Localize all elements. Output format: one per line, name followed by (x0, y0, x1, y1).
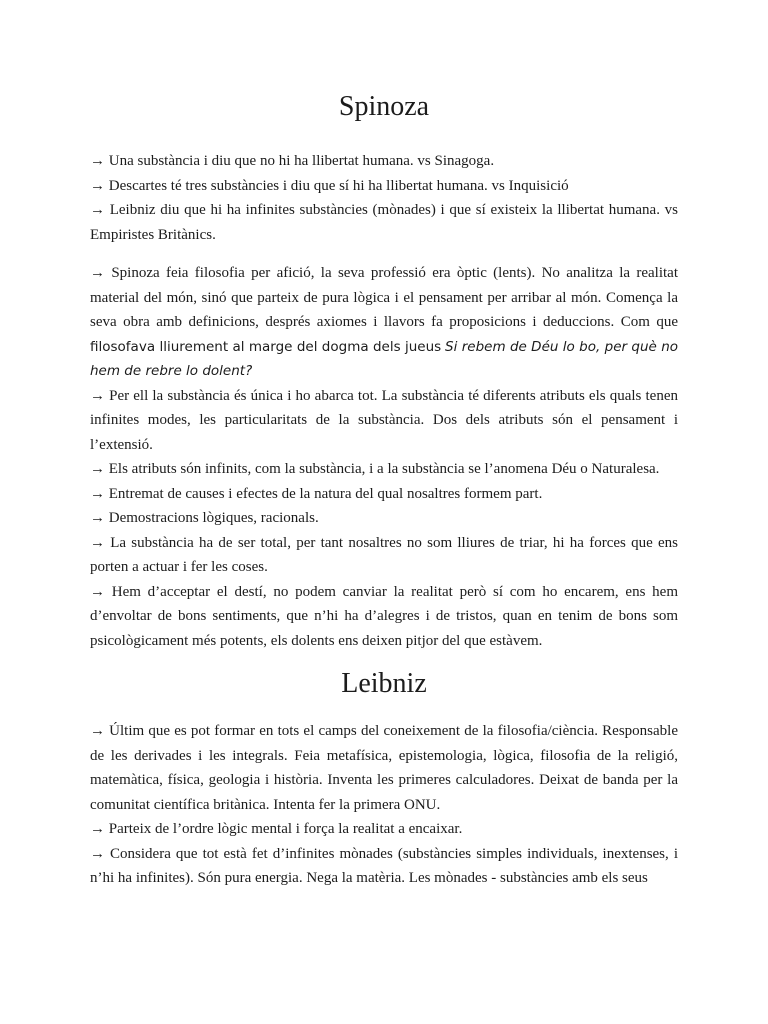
intro-line: → Leibniz diu que hi ha infinites substàncies (mònades) i que sí existeix la llibertat humana. vs Empiristes Britànics. (90, 202, 678, 243)
spinoza-intro (90, 149, 678, 247)
bullet-point: → La substància ha de ser total, per tant nosaltres no som lliures de triar, hi ha forces que ens porten a actuar i fer les coses. (90, 534, 678, 575)
leibniz-body (90, 719, 678, 891)
paragraph-text: → Spinoza feia filosofia per afició, la seva professió era òptic (lents). No analitza la realitat material del món, sinó que parteix de pura lògica i el pensament per arribar al món. Comença la seva obra amb definicions, després axiomes i llavors fa proposicions i deduccions. Com que (90, 265, 678, 330)
bullet-point: → Últim que es pot formar en tots el camps del coneixement de la filosofia/ciència. Responsable de les derivades i les integrals. Feia metafísica, epistemologia, lògica, filosofia de la religió, matemàtica, física, geologia i història. Inventa les primeres calculadores. Deixat de banda per la comunitat científica britànica. Intenta fer la primera ONU. (90, 723, 678, 813)
spinoza-body (90, 261, 678, 653)
spinoza-paragraph (90, 261, 678, 384)
quote-text: Si rebem de Déu lo bo, per què no hem de rebre lo dolent? (90, 338, 679, 379)
bullet-point: → Demostracions lògiques, racionals. (90, 510, 319, 526)
bullet-point: → Entremat de causes i efectes de la natura del qual nosaltres formem part. (90, 485, 543, 502)
intro-line: → Una substància i diu que no hi ha llibertat humana. vs Sinagoga. (90, 153, 495, 169)
bullet-point: → Parteix de l’ordre lògic mental i força la realitat a encaixar. (90, 821, 463, 837)
bullet-point: → Per ell la substància és única i ho abarca tot. La substància té diferents atributs els quals tenen infinites modes, les particularitats de la substància. Dos dels atributs són el pensament i l’extensió. (90, 387, 678, 453)
section-title-leibniz: Leibniz (341, 668, 427, 699)
bullet-point: → Considera que tot està fet d’infinites mònades (substàncies simples individuals, inextenses, i n’hi ha infinites). Són pura energia. Nega la matèria. Les mònades - substàncies amb els seus (90, 845, 678, 886)
bullet-point: → Hem d’acceptar el destí, no podem canviar la realitat però sí com ho encarem, ens hem d’envoltar de bons sentiments, que n’hi ha d’alegres i de tristos, quan en tenim de bons som psicològicament més potents, els dolents ens deixen pitjor del que estàvem. (90, 583, 678, 649)
section-title-spinoza: Spinoza (338, 91, 430, 122)
emphasis-text: filosofava lliurement al marge del dogma dels jueus (90, 338, 442, 355)
bullet-point: → Els atributs són infinits, com la substància, i a la substància se l’anomena Déu o Naturalesa. (90, 461, 660, 477)
intro-line: → Descartes té tres substàncies i diu que sí hi ha llibertat humana. vs Inquisició (90, 177, 569, 194)
